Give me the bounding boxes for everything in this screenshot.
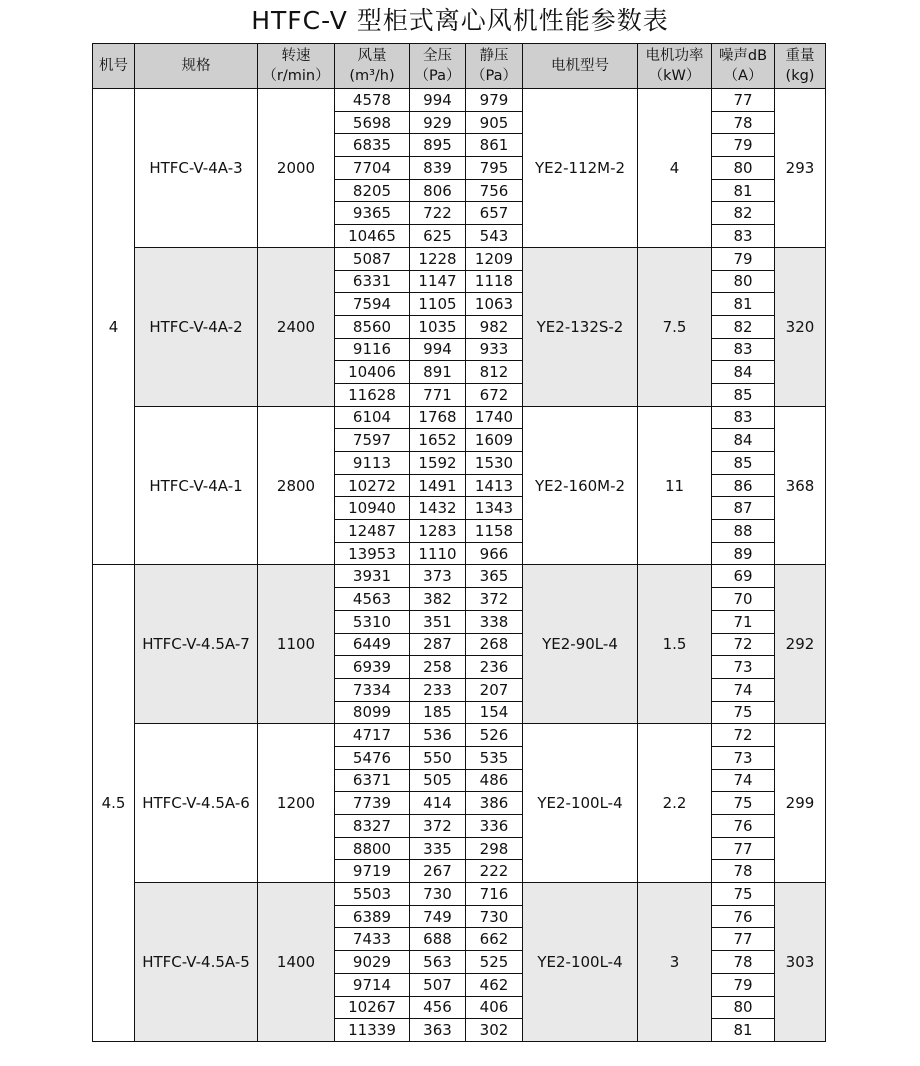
- flow-cell: 8327: [335, 815, 410, 838]
- total-pressure-cell: 806: [410, 179, 466, 202]
- static-pressure-cell: 933: [466, 338, 523, 361]
- flow-cell: 5476: [335, 746, 410, 769]
- static-pressure-cell: 338: [466, 610, 523, 633]
- total-pressure-cell: 1768: [410, 406, 466, 429]
- flow-cell: 10940: [335, 497, 410, 520]
- total-pressure-cell: 1652: [410, 429, 466, 452]
- static-pressure-cell: 1413: [466, 474, 523, 497]
- noise-cell: 74: [712, 769, 775, 792]
- flow-cell: 4563: [335, 588, 410, 611]
- flow-cell: 12487: [335, 520, 410, 543]
- noise-cell: 82: [712, 202, 775, 225]
- flow-cell: 6939: [335, 656, 410, 679]
- spec-cell: HTFC-V-4.5A-7: [135, 565, 258, 724]
- flow-cell: 10267: [335, 996, 410, 1019]
- total-pressure-cell: 688: [410, 928, 466, 951]
- static-pressure-cell: 730: [466, 905, 523, 928]
- static-pressure-cell: 222: [466, 860, 523, 883]
- static-pressure-cell: 905: [466, 111, 523, 134]
- flow-cell: 9029: [335, 951, 410, 974]
- total-pressure-cell: 1035: [410, 315, 466, 338]
- static-pressure-cell: 543: [466, 225, 523, 248]
- static-pressure-cell: 154: [466, 701, 523, 724]
- motor-cell: YE2-100L-4: [523, 724, 638, 883]
- table-row: [93, 247, 826, 270]
- total-pressure-cell: 625: [410, 225, 466, 248]
- flow-cell: 7334: [335, 678, 410, 701]
- total-pressure-cell: 839: [410, 157, 466, 180]
- static-pressure-cell: 336: [466, 815, 523, 838]
- power-cell: 3: [638, 883, 712, 1042]
- noise-cell: 76: [712, 905, 775, 928]
- noise-cell: 79: [712, 973, 775, 996]
- total-pressure-cell: 233: [410, 678, 466, 701]
- total-pressure-cell: 722: [410, 202, 466, 225]
- motor-cell: YE2-90L-4: [523, 565, 638, 724]
- flow-cell: 10272: [335, 474, 410, 497]
- total-pressure-cell: 372: [410, 815, 466, 838]
- flow-cell: 6104: [335, 406, 410, 429]
- page-title: HTFC-V 型柜式离心风机性能参数表: [251, 6, 669, 35]
- flow-cell: 9113: [335, 452, 410, 475]
- static-pressure-cell: 1209: [466, 247, 523, 270]
- spec-cell: HTFC-V-4.5A-5: [135, 883, 258, 1042]
- static-pressure-cell: 406: [466, 996, 523, 1019]
- static-pressure-cell: 1063: [466, 293, 523, 316]
- header-total-pressure: 全压 （Pa）: [410, 44, 466, 89]
- total-pressure-cell: 414: [410, 792, 466, 815]
- total-pressure-cell: 1592: [410, 452, 466, 475]
- flow-cell: 6389: [335, 905, 410, 928]
- flow-cell: 6371: [335, 769, 410, 792]
- noise-cell: 80: [712, 157, 775, 180]
- header-spec: 规格: [135, 44, 258, 89]
- noise-cell: 85: [712, 452, 775, 475]
- total-pressure-cell: 456: [410, 996, 466, 1019]
- static-pressure-cell: 1158: [466, 520, 523, 543]
- total-pressure-cell: 1228: [410, 247, 466, 270]
- noise-cell: 75: [712, 792, 775, 815]
- weight-cell: 292: [775, 565, 826, 724]
- header-model: 机号: [93, 44, 135, 89]
- noise-cell: 83: [712, 338, 775, 361]
- noise-cell: 88: [712, 520, 775, 543]
- flow-cell: 9714: [335, 973, 410, 996]
- spec-cell: HTFC-V-4.5A-6: [135, 724, 258, 883]
- flow-cell: 4717: [335, 724, 410, 747]
- noise-cell: 75: [712, 701, 775, 724]
- flow-cell: 8099: [335, 701, 410, 724]
- flow-cell: 7704: [335, 157, 410, 180]
- total-pressure-cell: 287: [410, 633, 466, 656]
- flow-cell: 4578: [335, 89, 410, 112]
- total-pressure-cell: 363: [410, 1019, 466, 1042]
- motor-cell: YE2-112M-2: [523, 89, 638, 248]
- flow-cell: 13953: [335, 542, 410, 565]
- static-pressure-cell: 795: [466, 157, 523, 180]
- noise-cell: 85: [712, 383, 775, 406]
- total-pressure-cell: 1491: [410, 474, 466, 497]
- noise-cell: 73: [712, 746, 775, 769]
- flow-cell: 3931: [335, 565, 410, 588]
- static-pressure-cell: 462: [466, 973, 523, 996]
- total-pressure-cell: 891: [410, 361, 466, 384]
- noise-cell: 73: [712, 656, 775, 679]
- noise-cell: 81: [712, 179, 775, 202]
- total-pressure-cell: 351: [410, 610, 466, 633]
- power-cell: 1.5: [638, 565, 712, 724]
- speed-cell: 2800: [258, 406, 335, 565]
- total-pressure-cell: 563: [410, 951, 466, 974]
- model-cell: 4: [93, 89, 135, 565]
- flow-cell: 7594: [335, 293, 410, 316]
- total-pressure-cell: 895: [410, 134, 466, 157]
- static-pressure-cell: 812: [466, 361, 523, 384]
- flow-cell: 6449: [335, 633, 410, 656]
- total-pressure-cell: 749: [410, 905, 466, 928]
- noise-cell: 78: [712, 951, 775, 974]
- total-pressure-cell: 505: [410, 769, 466, 792]
- static-pressure-cell: 372: [466, 588, 523, 611]
- header-flow: 风量 (m³/h): [335, 44, 410, 89]
- noise-cell: 78: [712, 860, 775, 883]
- flow-cell: 7739: [335, 792, 410, 815]
- speed-cell: 1400: [258, 883, 335, 1042]
- static-pressure-cell: 1740: [466, 406, 523, 429]
- weight-cell: 293: [775, 89, 826, 248]
- static-pressure-cell: 525: [466, 951, 523, 974]
- weight-cell: 368: [775, 406, 826, 565]
- noise-cell: 77: [712, 89, 775, 112]
- spec-cell: HTFC-V-4A-3: [135, 89, 258, 248]
- header-weight: 重量 (kg): [775, 44, 826, 89]
- total-pressure-cell: 267: [410, 860, 466, 883]
- static-pressure-cell: 979: [466, 89, 523, 112]
- static-pressure-cell: 966: [466, 542, 523, 565]
- flow-cell: 5503: [335, 883, 410, 906]
- static-pressure-cell: 1609: [466, 429, 523, 452]
- flow-cell: 9116: [335, 338, 410, 361]
- motor-cell: YE2-160M-2: [523, 406, 638, 565]
- noise-cell: 72: [712, 724, 775, 747]
- power-cell: 7.5: [638, 247, 712, 406]
- table-row: [93, 883, 826, 906]
- static-pressure-cell: 662: [466, 928, 523, 951]
- static-pressure-cell: 1530: [466, 452, 523, 475]
- flow-cell: 11628: [335, 383, 410, 406]
- static-pressure-cell: 365: [466, 565, 523, 588]
- flow-cell: 5310: [335, 610, 410, 633]
- noise-cell: 75: [712, 883, 775, 906]
- table-body: [93, 89, 826, 1042]
- speed-cell: 1200: [258, 724, 335, 883]
- static-pressure-cell: 268: [466, 633, 523, 656]
- static-pressure-cell: 861: [466, 134, 523, 157]
- static-pressure-cell: 756: [466, 179, 523, 202]
- power-cell: 2.2: [638, 724, 712, 883]
- total-pressure-cell: 550: [410, 746, 466, 769]
- speed-cell: 1100: [258, 565, 335, 724]
- header-speed: 转速 （r/min）: [258, 44, 335, 89]
- flow-cell: 9365: [335, 202, 410, 225]
- noise-cell: 84: [712, 429, 775, 452]
- noise-cell: 80: [712, 270, 775, 293]
- noise-cell: 79: [712, 134, 775, 157]
- noise-cell: 77: [712, 837, 775, 860]
- noise-cell: 77: [712, 928, 775, 951]
- total-pressure-cell: 730: [410, 883, 466, 906]
- total-pressure-cell: 929: [410, 111, 466, 134]
- weight-cell: 299: [775, 724, 826, 883]
- total-pressure-cell: 994: [410, 338, 466, 361]
- total-pressure-cell: 1110: [410, 542, 466, 565]
- static-pressure-cell: 302: [466, 1019, 523, 1042]
- flow-cell: 7433: [335, 928, 410, 951]
- table-row: [93, 565, 826, 588]
- table-row: [93, 89, 826, 112]
- model-cell: 4.5: [93, 565, 135, 1041]
- flow-cell: 6835: [335, 134, 410, 157]
- noise-cell: 84: [712, 361, 775, 384]
- total-pressure-cell: 382: [410, 588, 466, 611]
- spec-cell: HTFC-V-4A-2: [135, 247, 258, 406]
- total-pressure-cell: 1147: [410, 270, 466, 293]
- noise-cell: 78: [712, 111, 775, 134]
- flow-cell: 10406: [335, 361, 410, 384]
- total-pressure-cell: 536: [410, 724, 466, 747]
- static-pressure-cell: 526: [466, 724, 523, 747]
- header-motor: 电机型号: [523, 44, 638, 89]
- weight-cell: 320: [775, 247, 826, 406]
- noise-cell: 83: [712, 406, 775, 429]
- noise-cell: 76: [712, 815, 775, 838]
- noise-cell: 69: [712, 565, 775, 588]
- flow-cell: 11339: [335, 1019, 410, 1042]
- total-pressure-cell: 335: [410, 837, 466, 860]
- static-pressure-cell: 1118: [466, 270, 523, 293]
- noise-cell: 86: [712, 474, 775, 497]
- noise-cell: 74: [712, 678, 775, 701]
- weight-cell: 303: [775, 883, 826, 1042]
- header-power: 电机功率 （kW）: [638, 44, 712, 89]
- static-pressure-cell: 236: [466, 656, 523, 679]
- total-pressure-cell: 507: [410, 973, 466, 996]
- speed-cell: 2400: [258, 247, 335, 406]
- static-pressure-cell: 207: [466, 678, 523, 701]
- flow-cell: 7597: [335, 429, 410, 452]
- total-pressure-cell: 771: [410, 383, 466, 406]
- motor-cell: YE2-100L-4: [523, 883, 638, 1042]
- flow-cell: 10465: [335, 225, 410, 248]
- header-row: [93, 44, 826, 89]
- static-pressure-cell: 716: [466, 883, 523, 906]
- noise-cell: 72: [712, 633, 775, 656]
- power-cell: 4: [638, 89, 712, 248]
- static-pressure-cell: 982: [466, 315, 523, 338]
- flow-cell: 5698: [335, 111, 410, 134]
- noise-cell: 81: [712, 293, 775, 316]
- performance-table: [92, 43, 826, 1042]
- static-pressure-cell: 672: [466, 383, 523, 406]
- noise-cell: 89: [712, 542, 775, 565]
- static-pressure-cell: 657: [466, 202, 523, 225]
- static-pressure-cell: 486: [466, 769, 523, 792]
- total-pressure-cell: 994: [410, 89, 466, 112]
- total-pressure-cell: 1105: [410, 293, 466, 316]
- noise-cell: 87: [712, 497, 775, 520]
- static-pressure-cell: 386: [466, 792, 523, 815]
- header-noise: 噪声dB （A）: [712, 44, 775, 89]
- table-row: [93, 724, 826, 747]
- flow-cell: 8205: [335, 179, 410, 202]
- table-row: [93, 406, 826, 429]
- total-pressure-cell: 258: [410, 656, 466, 679]
- flow-cell: 8800: [335, 837, 410, 860]
- total-pressure-cell: 185: [410, 701, 466, 724]
- noise-cell: 83: [712, 225, 775, 248]
- static-pressure-cell: 535: [466, 746, 523, 769]
- static-pressure-cell: 298: [466, 837, 523, 860]
- noise-cell: 80: [712, 996, 775, 1019]
- noise-cell: 71: [712, 610, 775, 633]
- total-pressure-cell: 373: [410, 565, 466, 588]
- noise-cell: 79: [712, 247, 775, 270]
- power-cell: 11: [638, 406, 712, 565]
- flow-cell: 9719: [335, 860, 410, 883]
- header-static-pressure: 静压 （Pa）: [466, 44, 523, 89]
- total-pressure-cell: 1432: [410, 497, 466, 520]
- noise-cell: 82: [712, 315, 775, 338]
- speed-cell: 2000: [258, 89, 335, 248]
- motor-cell: YE2-132S-2: [523, 247, 638, 406]
- spec-cell: HTFC-V-4A-1: [135, 406, 258, 565]
- flow-cell: 8560: [335, 315, 410, 338]
- total-pressure-cell: 1283: [410, 520, 466, 543]
- static-pressure-cell: 1343: [466, 497, 523, 520]
- noise-cell: 70: [712, 588, 775, 611]
- flow-cell: 5087: [335, 247, 410, 270]
- flow-cell: 6331: [335, 270, 410, 293]
- noise-cell: 81: [712, 1019, 775, 1042]
